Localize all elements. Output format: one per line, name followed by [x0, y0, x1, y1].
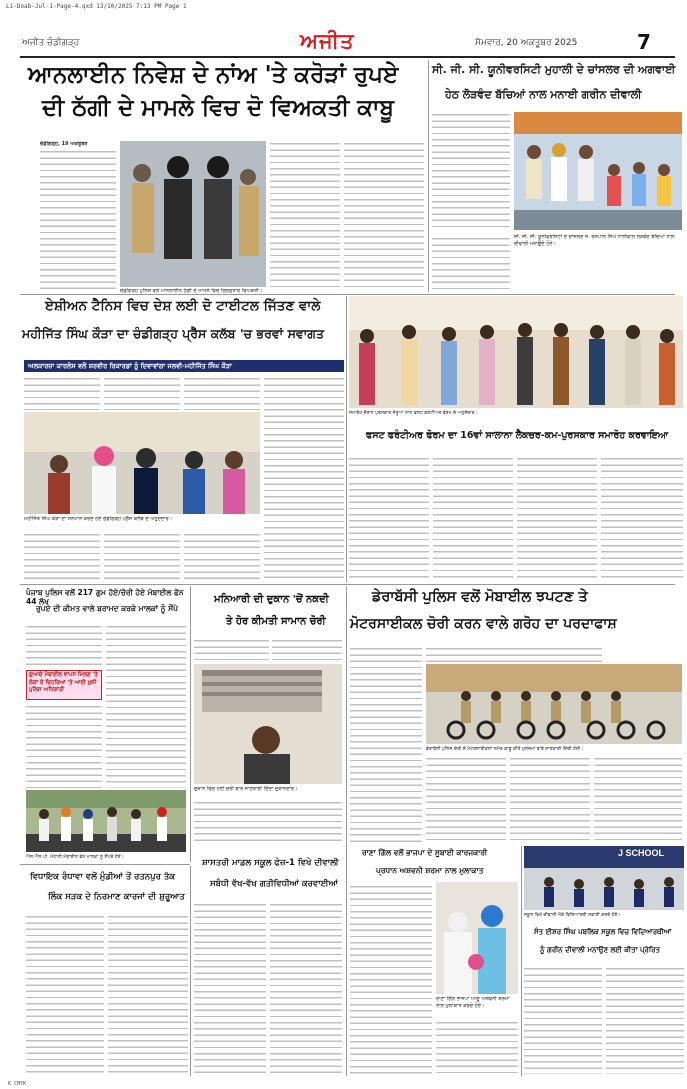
a6-headline-2: ਤੇ ਹੋਰ ਕੀਮਤੀ ਸਾਮਾਨ ਚੋਰੀ	[226, 616, 326, 627]
a4-body-col-4	[601, 456, 683, 580]
a6-photo-figures	[194, 664, 342, 784]
a4-body-col-2	[433, 456, 513, 580]
a3-body-col-4	[264, 376, 344, 580]
a3-headline-1: ਏਸ਼ੀਅਨ ਟੈਨਿਸ ਵਿਚ ਦੇਸ਼ ਲਈ ਦੋ ਟਾਈਟਲ ਜਿੱਤਣ ਵਾਲੇ	[45, 298, 321, 314]
a7-photo	[426, 664, 682, 744]
a10-photo-figures	[436, 882, 518, 994]
a4-headline: ਫਸਟ ਫਰੰਟੀਅਰ ਫੋਰਮ ਦਾ 16ਵਾਂ ਸਾਲਾਨਾ ਲੈਕਚਰ-ਕਮ-ਪੁਰਸਕਾਰ ਸਮਾਰੋਹ ਕਰਵਾਇਆ	[366, 430, 669, 441]
a5-headline-1: ਪੰਜਾਬ ਪੁਲਿਸ ਵਲੋਂ 217 ਗੁਮ ਹੋਏ/ਚੋਰੀ ਹੋਏ ਮੋਬਾਈਲ ਫੋਨ 44 ਲੱਖ	[26, 588, 184, 607]
a10-photo	[436, 882, 518, 994]
a5-photo-figures	[26, 790, 186, 852]
a4-caption: ਸਮਾਰੋਹ ਦੌਰਾਨ ਪੁਰਸਕਾਰ ਜੇਤੂਆਂ ਨਾਲ ਫਸਟ ਫਰੰਟੀਅਰ ਫੋਰਮ ਦੇ ਅਹੁਦੇਦਾਰ।	[349, 411, 478, 416]
a8-headline-2: ਲਿੰਕ ਸੜਕ ਦੇ ਨਿਰਮਾਣ ਕਾਰਜਾਂ ਦੀ ਸ਼ੁਰੂਆਤ	[48, 892, 185, 902]
a7-headline-2: ਮੋਟਰਸਾਈਕਲ ਚੋਰੀ ਕਰਨ ਵਾਲੇ ਗਰੋਹ ਦਾ ਪਰਦਾਫਾਸ਼	[350, 616, 617, 632]
column-rule	[190, 586, 191, 862]
a3-body-col-5	[24, 532, 100, 582]
a7-body-col-4	[510, 756, 590, 842]
a2-caption: ਸੀ. ਜੀ. ਸੀ. ਯੂਨੀਵਰਸਿਟੀ ਦੇ ਚਾਂਸਲਰ ਸ. ਰਸ਼ਪਾਲ ਸਿੰਘ ਧਾਲੀਵਾਲ ਲੋੜਵੰਦ ਬੱਚਿਆਂ ਨਾਲ ਦੀਵਾਲੀ ਮਨਾਉਂਦੇ ਹੋਏ।	[514, 234, 675, 247]
a4-photo-figures	[349, 296, 683, 408]
a2-photo-figures	[514, 112, 682, 230]
a3-kicker: ਅਲਕਾਰਜ਼ਾ ਕਾਰਲੋਸ ਵਲੋਂ ਸ਼ਰਵੀਰ ਰਿਕਾਰਡਾਂ ਨੂੰ ਦਿਵਾਵਾਂਗਾ ਜਲਵੀ-ਮਹੀਜਿੱਤ ਸਿੰਘ ਕੌੜਾ	[24, 360, 344, 372]
a5-photo	[26, 790, 186, 852]
a10-headline-2: ਪ੍ਰਧਾਨ ਅਸ਼ਵਨੀ ਸ਼ਰਮਾ ਨਾਲ ਮੁਲਾਕਾਤ	[376, 866, 484, 875]
a3-body-col-3	[184, 376, 260, 410]
section-rule	[20, 584, 675, 585]
a6-body-col-3	[272, 638, 342, 662]
a1-body-col-2	[270, 141, 340, 291]
a3-body-col-7	[184, 532, 260, 582]
a5-caption: ਐਸ.ਐਸ.ਪੀ. ਮੋਹਾਲੀ ਮੋਬਾਈਲ ਫੋਨ ਮਾਲਕਾਂ ਨੂੰ ਸੌਂਪਦੇ ਹੋਏ।	[26, 855, 124, 860]
a3-body-col-1	[24, 376, 100, 410]
a6-caption: ਦੁਕਾਨ ਵਿਚ ਹੋਈ ਚੋਰੀ ਬਾਰੇ ਜਾਣਕਾਰੀ ਦਿੰਦਾ ਦੁਕਾਨਦਾਰ।	[194, 786, 298, 792]
issue-date: ਸੋਮਵਾਰ, 20 ਅਕਤੂਬਰ 2025	[475, 38, 578, 48]
a7-photo-figures	[426, 664, 682, 744]
a1-dateline: ਚੰਡੀਗੜ੍ਹ, 19 ਅਕਤੂਬਰ	[40, 141, 88, 147]
a11-headline-2: ਨੂੰ ਗਰੀਨ ਦੀਵਾਲੀ ਮਨਾਉਣ ਲਈ ਕੀਤਾ ਪ੍ਰੇਰਿਤ	[540, 946, 660, 954]
print-colour-marks: K CMYK	[8, 1081, 27, 1087]
a7-body-col-5	[594, 756, 682, 842]
a1-caption: ਚੰਡੀਗੜ੍ਹ ਪੁਲਿਸ ਵਲੋਂ ਆਨਲਾਈਨ ਠੱਗੀ ਦੇ ਮਾਮਲੇ ਵਿਚ ਗ੍ਰਿਫ਼ਤਾਰ ਵਿਅਕਤੀ।	[120, 288, 263, 294]
a7-headline-1: ਡੇਰਾਬੱਸੀ ਪੁਲਿਸ ਵਲੋਂ ਮੋਬਾਈਲ ਝਪਟਣ ਤੇ	[372, 589, 588, 605]
masthead-logo: ਅਜੀਤ	[300, 28, 355, 53]
column-rule	[346, 296, 347, 582]
a9-headline-1: ਸ਼ਾਸਤਰੀ ਮਾਡਲ ਸਕੂਲ ਫੇਜ਼-1 ਵਿਖੇ ਦੀਵਾਲੀ	[202, 858, 339, 868]
a1-headline-1: ਆਨਲਾਈਨ ਨਿਵੇਸ਼ ਦੇ ਨਾਂਅ 'ਤੇ ਕਰੋੜਾਂ ਰੁਪਏ	[28, 62, 399, 88]
a11-headline-1: ਸੰਤ ਈਸ਼ਰ ਸਿੰਘ ਪਬਲਿਕ ਸਕੂਲ ਵਿਚ ਵਿਦਿਆਰਥੀਆਂ	[534, 928, 672, 936]
a7-body-col-3	[426, 756, 506, 842]
a2-photo	[514, 112, 682, 230]
a4-body-col-1	[349, 456, 429, 580]
page-number: 7	[637, 30, 651, 54]
column-rule	[428, 60, 429, 292]
section-rule	[20, 294, 675, 295]
a8-body-col-1	[26, 914, 104, 1074]
a3-photo	[24, 412, 260, 514]
a7-body-col-1	[350, 646, 422, 842]
a5-body-col-2	[26, 704, 102, 788]
a10-caption: ਰਾਣਾ ਗਿੱਲ ਭਾਜਪਾ ਆਗੂ ਅਸ਼ਵਨੀ ਸ਼ਰਮਾ ਨਾਲ ਮੁਲਾਕਾਤ ਕਰਦੇ ਹੋਏ।	[436, 996, 510, 1009]
a6-body-col-2	[194, 800, 342, 844]
a10-body-col-1	[350, 884, 432, 1074]
a1-headline-2: ਦੀ ਠੱਗੀ ਦੇ ਮਾਮਲੇ ਵਿਚ ਦੋ ਵਿਅਕਤੀ ਕਾਬੂ	[42, 95, 394, 121]
a11-school-sign: J SCHOOL	[618, 848, 665, 858]
a9-headline-2: ਸਬੰਧੀ ਵੱਖ-ਵੱਖ ਗਤੀਵਿਧੀਆਂ ਕਰਵਾਈਆਂ	[210, 879, 338, 889]
a2-body-col-2	[432, 236, 510, 292]
a3-photo-figures	[24, 412, 260, 514]
a4-body-col-3	[517, 456, 597, 580]
a3-body-col-6	[104, 532, 180, 582]
a5-headline-2: ਰੁਪਏ ਦੀ ਕੀਮਤ ਵਾਲੇ ਬਰਾਮਦ ਕਰਕੇ ਮਾਲਕਾਂ ਨੂੰ ਸੌਂਪੇ	[36, 604, 178, 613]
a5-body-col-1	[26, 624, 102, 668]
a3-headline-2: ਮਹੀਜਿੱਤ ਸਿੰਘ ਕੌੜਾ ਦਾ ਚੰਡੀਗੜ੍ਹ ਪ੍ਰੈੱਸ ਕਲੱਬ 'ਚ ਭਰਵਾਂ ਸਵਾਗਤ	[22, 326, 324, 341]
a5-body-col-3	[106, 624, 186, 788]
edition-label: ਅਜੀਤ ਚੰਡੀਗੜ੍ਹ	[22, 38, 80, 48]
a2-headline-2: ਹੇਠ ਲੋੜਵੰਦ ਬੱਚਿਆਂ ਨਾਲ ਮਨਾਈ ਗਰੀਨ ਦੀਵਾਲੀ	[445, 88, 642, 101]
a7-body-col-2	[426, 646, 602, 662]
a9-body-col-2	[270, 902, 342, 1074]
a11-body-col-2	[606, 966, 684, 1074]
a3-caption: ਮਹੀਜਿੱਤ ਸਿੰਘ ਕੌੜਾ ਦਾ ਸਨਮਾਨ ਕਰਦੇ ਹੋਏ ਚੰਡੀਗੜ੍ਹ ਪ੍ਰੈੱਸ ਕਲੱਬ ਦੇ ਅਹੁਦੇਦਾਰ।	[24, 516, 173, 522]
column-rule	[521, 846, 522, 1076]
column-rule	[346, 586, 347, 862]
a11-caption: ਸਕੂਲ ਵਿਖੇ ਦੀਵਾਲੀ ਮੌਕੇ ਵਿਦਿਆਰਥੀ ਸਫ਼ਾਈ ਕਰਦੇ ਹੋਏ।	[524, 913, 621, 918]
a10-body-col-2	[436, 1020, 518, 1074]
a6-headline-1: ਮਨਿਆਰੀ ਦੀ ਦੁਕਾਨ 'ਚੋਂ ਨਕਦੀ	[214, 594, 329, 605]
a8-body-col-2	[108, 914, 188, 1074]
a1-body-col-1	[40, 149, 116, 295]
a7-caption: ਡੇਰਾਬੱਸੀ ਪੁਲਿਸ ਚੋਰੀ ਦੇ ਮੋਟਰਸਾਈਕਲਾਂ ਸਮੇਤ ਕਾਬੂ ਕੀਤੇ ਮੁਲਜ਼ਮਾਂ ਬਾਰੇ ਜਾਣਕਾਰੀ ਦਿੰਦੀ ਹੋਈ।	[426, 747, 584, 752]
a1-photo	[120, 141, 266, 287]
a2-headline-1: ਸੀ. ਜੀ. ਸੀ. ਯੂਨੀਵਰਸਿਟੀ ਮੁਹਾਲੀ ਦੇ ਚਾਂਸਲਰ ਦੀ ਅਗਵਾਈ	[432, 63, 676, 76]
a6-photo	[194, 664, 342, 784]
section-rule	[20, 864, 190, 865]
a6-body-col-1	[194, 638, 269, 662]
column-rule	[190, 866, 191, 1076]
a2-body-col-1	[432, 112, 510, 232]
a9-body-col-1	[194, 902, 266, 1074]
a1-body-col-3	[344, 141, 424, 291]
a10-headline-1: ਰਾਣਾ ਗਿੱਲ ਵਲੋਂ ਭਾਜਪਾ ਦੇ ਸੂਬਾਈ ਕਾਰਜਕਾਰੀ	[362, 848, 488, 857]
a4-photo	[349, 296, 683, 408]
a3-body-col-2	[104, 376, 180, 410]
a5-highlight-box: ਗੁਆਚੇ ਮੋਬਾਈਲ ਵਾਪਸ ਮਿਲਣ 'ਤੇ ਲੋਕਾਂ ਦੇ ਚਿਹਰਿਆਂ 'ਤੇ ਆਈ ਖੁਸ਼ੀ ਪੁਲਿਸ ਅਧਿਕਾਰੀ	[26, 670, 102, 700]
a8-headline-1: ਵਿਧਾਇਕ ਰੰਧਾਵਾ ਵਲੋਂ ਮੁੰਡੀਆਂ ਤੋਂ ਰਤਨਪੁਰ ਤੱਕ	[30, 872, 176, 882]
a11-body-col-1	[524, 966, 602, 1074]
header-rule	[20, 56, 675, 58]
print-slug: Li-Doab-Jul-1-Page-4.qxd 13/10/2025 7:13 PM Page 1	[6, 3, 187, 10]
column-rule	[346, 846, 347, 1076]
a1-photo-figures	[120, 141, 266, 287]
